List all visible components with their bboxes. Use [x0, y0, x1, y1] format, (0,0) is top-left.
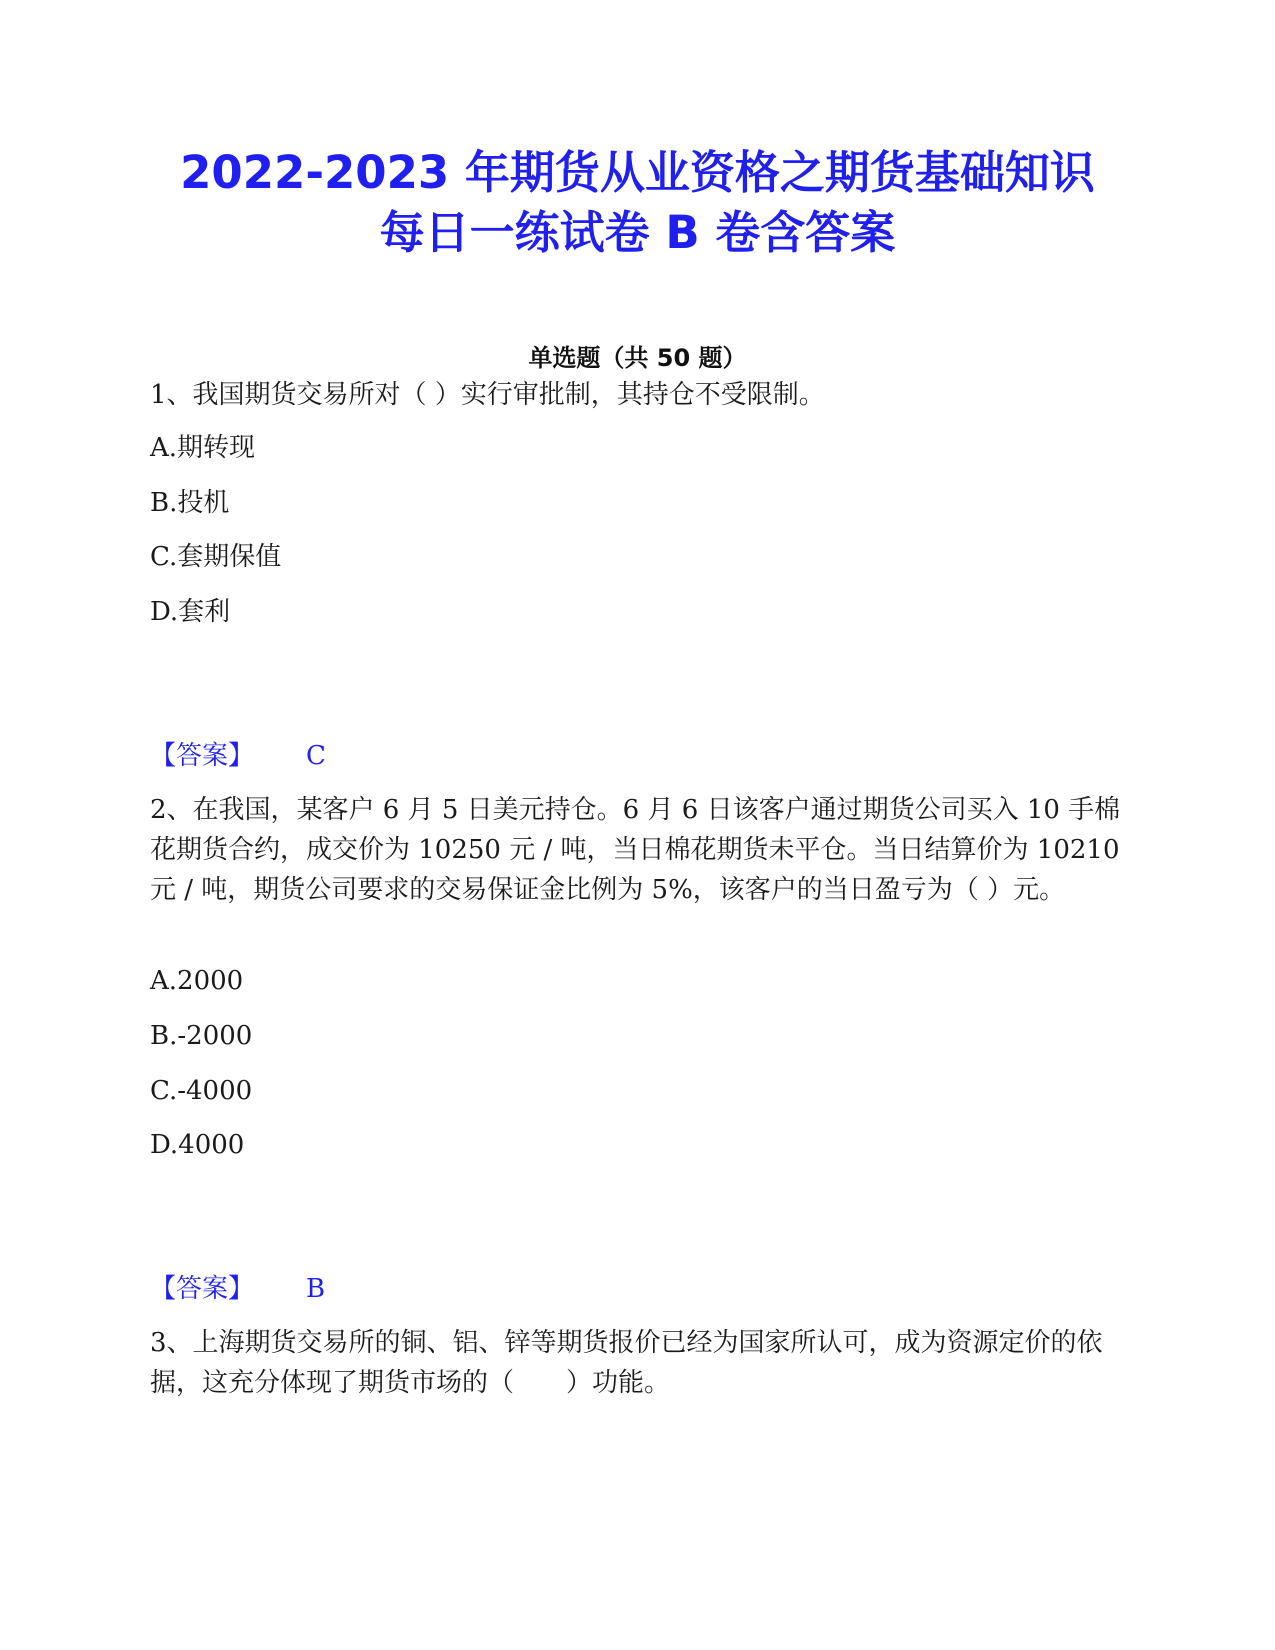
question-2-answer	[150, 1269, 325, 1309]
answer-label: 【答案】	[150, 1274, 255, 1304]
question-1-text: 1、我国期货交易所对（ ）实行审批制，其持仓不受限制。	[150, 380, 825, 410]
title-line-2: 每日一练试卷 B 卷含答案	[379, 206, 896, 259]
question-2-text: 2、在我国，某客户 6 月 5 日美元持仓。6 月 6 日该客户通过期货公司买入 10 手棉花期货合约，成交价为 10250 元 / 吨，当日棉花期货未平仓。当日结算价为 10210 元 / 吨，期货公司要求的交易保证金比例为 5%，该客户的当日盈亏为（ ）元。	[150, 795, 1121, 905]
document-title	[0, 143, 1275, 263]
answer-value: C	[306, 741, 326, 771]
question-1-option-c: C.套期保值	[150, 542, 282, 572]
question-3-text: 3、上海期货交易所的铜、铝、锌等期货报价已经为国家所认可，成为资源定价的依据，这充分体现了期货市场的（ ）功能。	[150, 1328, 1103, 1398]
question-1-option-b: B.投机	[150, 488, 230, 518]
question-1-option-d: D.套利	[150, 597, 231, 627]
title-line-1: 2022-2023 年期货从业资格之期货基础知识	[180, 146, 1095, 199]
question-1-option-a: A.期转现	[150, 433, 256, 463]
question-1-answer	[150, 736, 326, 776]
section-heading: 单选题（共 50 题）	[528, 344, 747, 372]
question-2-option-c: C.-4000	[150, 1076, 253, 1106]
answer-label: 【答案】	[150, 741, 255, 771]
question-2-option-b: B.-2000	[150, 1021, 253, 1051]
question-2-option-d: D.4000	[150, 1130, 245, 1160]
question-2-option-a: A.2000	[150, 966, 244, 996]
answer-value: B	[306, 1274, 326, 1304]
